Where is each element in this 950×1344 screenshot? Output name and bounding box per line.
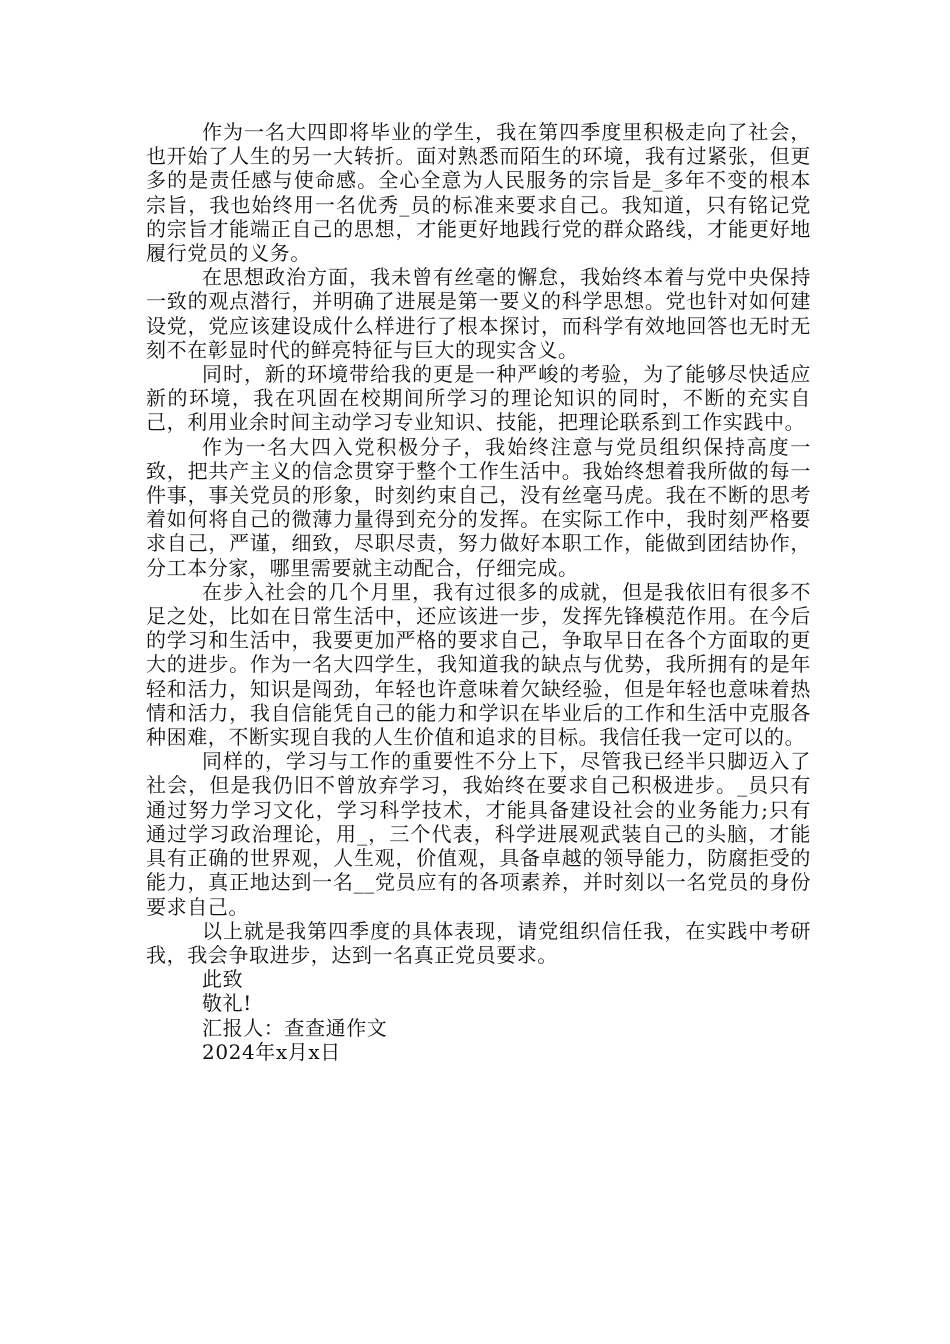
report-date: 2024年x月x日: [202, 1039, 341, 1064]
paragraph-1: 作为一名大四即将毕业的学生，我在第四季度里积极走向了社会，也开始了人生的另一大转折。面对熟悉而陌生的环境，我有过紧张，但更多的是责任感与使命感。全心全意为人民服务的宗旨是_多年不变的根本宗旨，我也始终用一名优秀_员的标准来要求自己。我知道，只有铭记党的宗旨才能端正自己的思想，才能更好地践行党的群众路线，才能更好地履行党员的义务。: [146, 120, 811, 266]
paragraph-5: 在步入社会的几个月里，我有过很多的成就，但是我依旧有很多不足之处，比如在日常生活中，还应该进一步，发挥先锋模范作用。在今后的学习和生活中，我要更加严格的要求自己，争取早日在各个方面取的更大的进步。作为一名大四学生，我知道我的缺点与优势，我所拥有的是年轻和活力，知识是闯劲，年轻也许意味着欠缺经验，但是年轻也意味着热情和活力，我自信能凭自己的能力和学识在毕业后的工作和生活中克服各种困难，不断实现自我的人生价值和追求的目标。我信任我一定可以的。: [146, 579, 811, 750]
reporter-signature: 汇报人：查查通作文: [202, 1015, 388, 1040]
paragraph-7: 以上就是我第四季度的具体表现，请党组织信任我，在实践中考研我，我会争取进步，达到一名真正党员要求。: [146, 918, 811, 967]
closing-salutation: 此致: [202, 967, 244, 992]
paragraph-4: 作为一名大四入党积极分子，我始终注意与党员组织保持高度一致，把共产主义的信念贯穿于整个工作生活中。我始终想着我所做的每一件事，事关党员的形象，时刻约束自己，没有丝毫马虎。我在不断的思考着如何将自己的微薄力量得到充分的发挥。在实际工作中，我时刻严格要求自己，严谨，细致，尽职尽责，努力做好本职工作，能做到团结协作，分工本分家，哪里需要就主动配合，仔细完成。: [146, 434, 811, 580]
document-page: [146, 120, 811, 1064]
paragraph-6: 同样的，学习与工作的重要性不分上下，尽管我已经半只脚迈入了社会，但是我仍旧不曾放弃学习，我始终在要求自己积极进步。_员只有通过努力学习文化，学习科学技术，才能具备建设社会的业务能力;只有通过学习政治理论，用_，三个代表，科学进展观武装自己的头脑，才能具有正确的世界观，人生观，价值观，具备卓越的领导能力，防腐拒受的能力，真正地达到一名__党员应有的各项素养，并时刻以一名党员的身份要求自己。: [146, 749, 811, 919]
closing-block: [146, 967, 811, 1064]
paragraph-3: 同时，新的环境带给我的更是一种严峻的考验，为了能够尽快适应新的环境，我在巩固在校期间所学习的理论知识的同时，不断的充实自己，利用业余时间主动学习专业知识、技能，把理论联系到工作实践中。: [146, 362, 811, 435]
paragraph-2: 在思想政治方面，我未曾有丝毫的懈怠，我始终本着与党中央保持一致的观点潜行，并明确了进展是第一要义的科学思想。党也针对如何建设党，党应该建设成什么样进行了根本探讨，而科学有效地回答也无时无刻不在彰显时代的鲜亮特征与巨大的现实含义。: [146, 265, 811, 362]
closing-regards: 敬礼!: [202, 991, 252, 1016]
